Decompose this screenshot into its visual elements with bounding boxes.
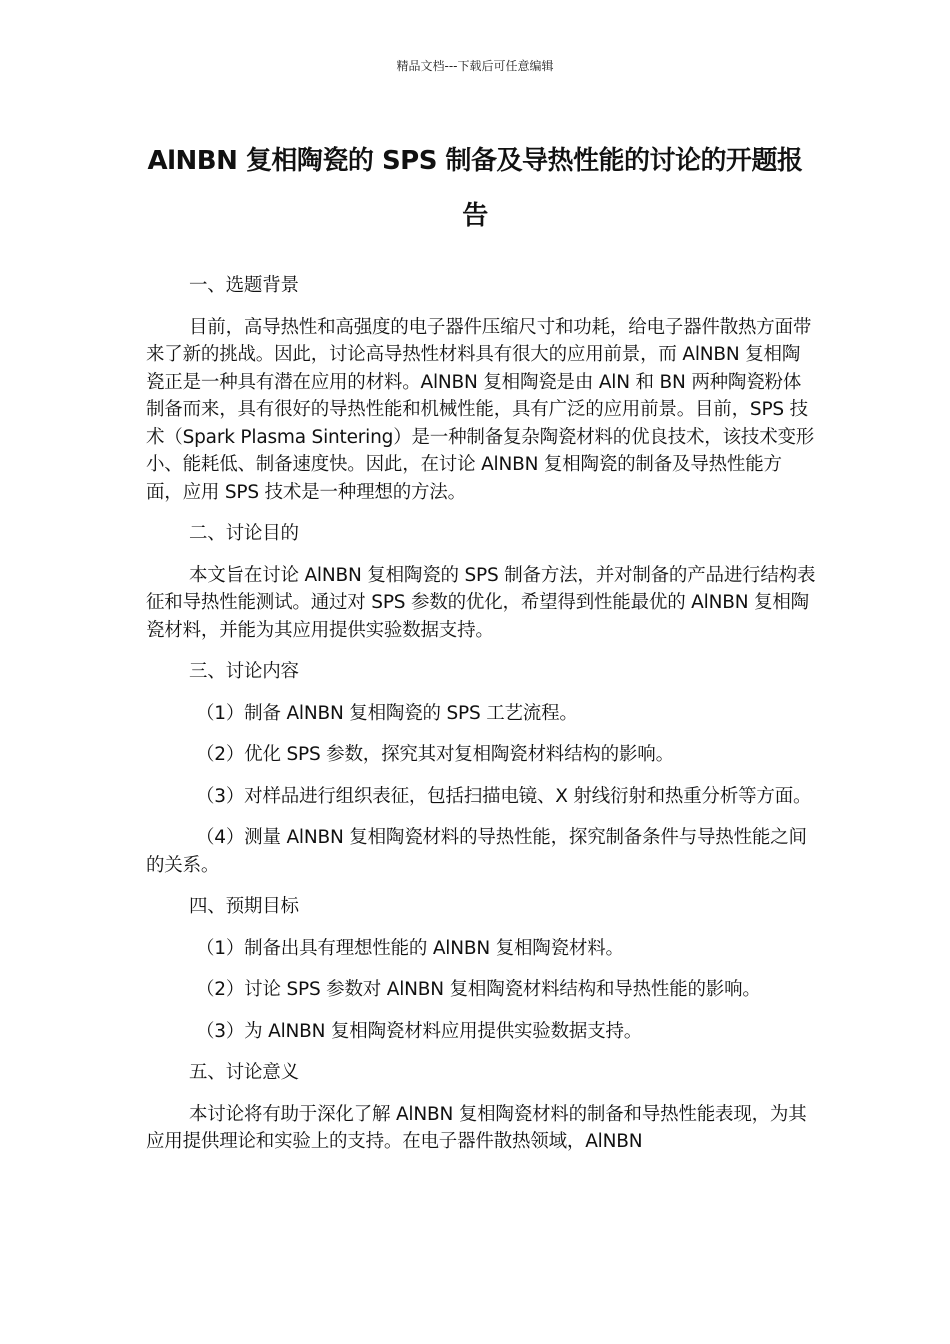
section-heading-background: 一、选题背景 (189, 275, 299, 296)
page-header: 精品文档---下载后可任意编辑 (396, 59, 554, 73)
paragraph-purpose: 本文旨在讨论 AlNBN 复相陶瓷的 SPS 制备方法，并对制备的产品进行结构表征和导热性能测试。通过对 SPS 参数的优化，希望得到性能最优的 AlNBN 复相陶瓷材料，并能为其应用提供实验数据支持。 (146, 564, 816, 641)
content-item-3: （3）对样品进行组织表征，包括扫描电镜、X 射线衍射和热重分析等方面。 (196, 785, 812, 807)
goal-item-3: （3）为 AlNBN 复相陶瓷材料应用提供实验数据支持。 (196, 1020, 643, 1042)
document-title: AlNBN 复相陶瓷的 SPS 制备及导热性能的讨论的开题报告 (147, 146, 803, 231)
section-heading-content: 三、讨论内容 (189, 661, 299, 682)
paragraph-significance: 本讨论将有助于深化了解 AlNBN 复相陶瓷材料的制备和导热性能表现，为其应用提供理论和实验上的支持。在电子器件散热领域，AlNBN (146, 1103, 807, 1152)
document-body (146, 272, 816, 1170)
section-heading-significance: 五、讨论意义 (189, 1062, 299, 1083)
content-item-2: （2）优化 SPS 参数，探究其对复相陶瓷材料结构的影响。 (196, 744, 674, 765)
paragraph-background: 目前，高导热性和高强度的电子器件压缩尺寸和功耗，给电子器件散热方面带来了新的挑战。因此，讨论高导热性材料具有很大的应用前景，而 AlNBN 复相陶瓷正是一种具有潜在应用的材料。AlNBN 复相陶瓷是由 AlN 和 BN 两种陶瓷粉体制备而来，具有很好的导热性能和机械性能，具有广泛的应用前景。目前，SPS 技术（Spark Plasma Sintering）是一种制备复杂陶瓷材料的优良技术，该技术变形小、能耗低、制备速度快。因此，在讨论 AlNBN 复相陶瓷的制备及导热性能方面，应用 SPS 技术是一种理想的方法。 (146, 316, 815, 503)
goal-item-1: （1）制备出具有理想性能的 AlNBN 复相陶瓷材料。 (196, 937, 624, 959)
section-heading-goals: 四、预期目标 (189, 896, 299, 917)
content-item-1: （1）制备 AlNBN 复相陶瓷的 SPS 工艺流程。 (196, 702, 578, 724)
content-item-4: （4）测量 AlNBN 复相陶瓷材料的导热性能，探究制备条件与导热性能之间的关系。 (146, 827, 807, 876)
section-heading-purpose: 二、讨论目的 (189, 523, 299, 544)
goal-item-2: （2）讨论 SPS 参数对 AlNBN 复相陶瓷材料结构和导热性能的影响。 (196, 979, 761, 1000)
